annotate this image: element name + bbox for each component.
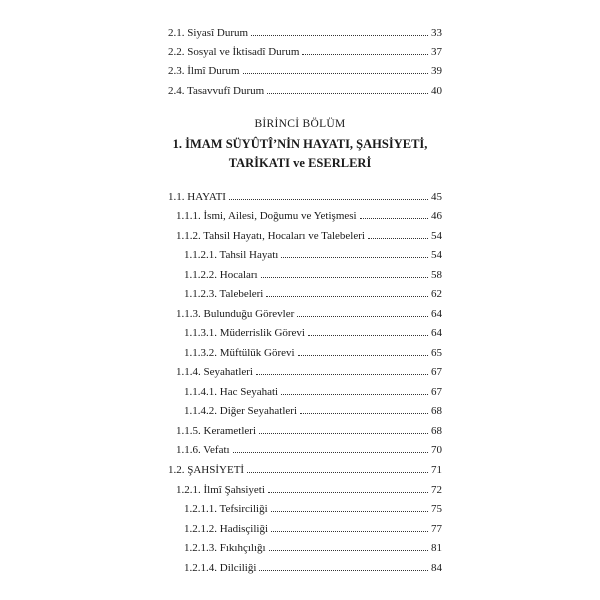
- dot-leader: [308, 335, 428, 336]
- toc-entry-page: 65: [431, 347, 442, 359]
- toc-entry-label: 1.1. HAYATI: [168, 191, 226, 203]
- toc-entry-page: 45: [431, 191, 442, 203]
- toc-entry-page: 71: [431, 464, 442, 476]
- toc-entry-label: 2.3. İlmî Durum: [168, 65, 240, 77]
- toc-entry-page: 68: [431, 405, 442, 417]
- toc-entry-page: 70: [431, 444, 442, 456]
- toc-entry-page: 67: [431, 366, 442, 378]
- toc-entry-page: 54: [431, 249, 442, 261]
- toc-entry[interactable]: [184, 503, 442, 516]
- dot-leader: [360, 218, 428, 219]
- dot-leader: [300, 413, 428, 414]
- toc-entry[interactable]: [184, 542, 442, 555]
- toc-entry[interactable]: [184, 269, 442, 282]
- toc-entry[interactable]: [176, 484, 442, 497]
- toc-entry[interactable]: [168, 464, 442, 477]
- dot-leader: [259, 433, 428, 434]
- toc-entry-label: 2.4. Tasavvufî Durum: [168, 85, 265, 97]
- toc-entry-page: 77: [431, 523, 442, 535]
- toc-entry-label: 2.1. Siyasî Durum: [168, 27, 249, 39]
- dot-leader: [269, 550, 428, 551]
- toc-entry[interactable]: [168, 46, 442, 59]
- toc-entry-page: 39: [431, 65, 442, 77]
- dot-leader: [281, 257, 428, 258]
- dot-leader: [302, 54, 428, 55]
- toc-entry-label: 1.1.6. Vefatı: [176, 444, 230, 456]
- chapter-title-line1: 1. İMAM SÜYÛTÎ’NİN HAYATI, ŞAHSİYETİ,: [172, 137, 428, 151]
- toc-entry[interactable]: [176, 444, 442, 457]
- toc-entry[interactable]: [184, 249, 442, 262]
- toc-entry-label: 1.1.3.2. Müftülük Görevi: [184, 347, 295, 359]
- toc-entry-page: 64: [431, 327, 442, 339]
- toc-entry[interactable]: [184, 386, 442, 399]
- toc-entry-label: 1.1.5. Kerametleri: [176, 425, 257, 437]
- toc-entry[interactable]: [184, 405, 442, 418]
- toc-entry-label: 1.2.1.3. Fıkıhçılığı: [184, 542, 266, 554]
- dot-leader: [266, 296, 428, 297]
- toc-entry-label: 1.2.1.1. Tefsirciliği: [184, 503, 268, 515]
- dot-leader: [261, 277, 428, 278]
- dot-leader: [271, 511, 428, 512]
- toc-entry[interactable]: [184, 562, 442, 575]
- toc-entry-page: 84: [431, 562, 442, 574]
- toc-entry[interactable]: [176, 210, 442, 223]
- toc-entry-label: 1.1.2.3. Talebeleri: [184, 288, 264, 300]
- dot-leader: [247, 472, 428, 473]
- chapter-title-line2: TARİKATI ve ESERLERİ: [228, 156, 372, 170]
- toc-entry-page: 37: [431, 46, 442, 58]
- toc-entry-label: 1.2.1.2. Hadisçiliği: [184, 523, 269, 535]
- dot-leader: [267, 93, 428, 94]
- toc-entry-label: 1.1.3. Bulunduğu Görevler: [176, 308, 295, 320]
- toc-entry-label: 1.2.1. İlmî Şahsiyeti: [176, 484, 265, 496]
- toc-entry-page: 67: [431, 386, 442, 398]
- toc-entry-page: 81: [431, 542, 442, 554]
- toc-entry-page: 40: [431, 85, 442, 97]
- toc-entry[interactable]: [176, 366, 442, 379]
- dot-leader: [368, 238, 428, 239]
- toc-entry-page: 62: [431, 288, 442, 300]
- dot-leader: [281, 394, 428, 395]
- toc-entry-page: 68: [431, 425, 442, 437]
- toc-entry-label: 1.1.2.2. Hocaları: [184, 269, 258, 281]
- dot-leader: [297, 316, 428, 317]
- chapter-heading: BİRİNCİ BÖLÜM: [254, 118, 346, 130]
- dot-leader: [251, 35, 428, 36]
- toc-entry-page: 58: [431, 269, 442, 281]
- dot-leader: [233, 452, 428, 453]
- dot-leader: [243, 73, 429, 74]
- toc-entry-label: 2.2. Sosyal ve İktisadî Durum: [168, 46, 300, 58]
- dot-leader: [268, 492, 428, 493]
- toc-entry-page: 64: [431, 308, 442, 320]
- dot-leader: [271, 531, 428, 532]
- toc-entry-page: 46: [431, 210, 442, 222]
- toc-entry[interactable]: [184, 347, 442, 360]
- toc-entry-label: 1.1.2. Tahsil Hayatı, Hocaları ve Talebeleri: [176, 230, 365, 242]
- dot-leader: [256, 374, 428, 375]
- toc-entry-label: 1.1.4. Seyahatleri: [176, 366, 253, 378]
- toc-entry-label: 1.1.2.1. Tahsil Hayatı: [184, 249, 279, 261]
- toc-entry[interactable]: [168, 65, 442, 78]
- toc-entry[interactable]: [176, 308, 442, 321]
- dot-leader: [229, 199, 428, 200]
- toc-entry-label: 1.1.1. İsmi, Ailesi, Doğumu ve Yetişmesi: [176, 210, 357, 222]
- toc-entry-page: 75: [431, 503, 442, 515]
- toc-entry-page: 33: [431, 27, 442, 39]
- toc-entry-label: 1.2. ŞAHSİYETİ: [168, 464, 245, 476]
- toc-entry-label: 1.1.4.1. Hac Seyahati: [184, 386, 279, 398]
- toc-entry-page: 54: [431, 230, 442, 242]
- toc-entry[interactable]: [184, 523, 442, 536]
- toc-entry[interactable]: [176, 230, 442, 243]
- toc-entry[interactable]: [168, 27, 442, 40]
- toc-entry[interactable]: [184, 327, 442, 340]
- toc-entry-label: 1.1.4.2. Diğer Seyahatleri: [184, 405, 298, 417]
- toc-entry[interactable]: [176, 425, 442, 438]
- toc-entry-label: 1.1.3.1. Müderrislik Görevi: [184, 327, 305, 339]
- toc-entry[interactable]: [168, 85, 442, 98]
- toc-entry-page: 72: [431, 484, 442, 496]
- dot-leader: [298, 355, 428, 356]
- toc-entry[interactable]: [184, 288, 442, 301]
- toc-entry[interactable]: [168, 191, 442, 204]
- toc-entry-label: 1.2.1.4. Dilciliği: [184, 562, 257, 574]
- dot-leader: [259, 570, 428, 571]
